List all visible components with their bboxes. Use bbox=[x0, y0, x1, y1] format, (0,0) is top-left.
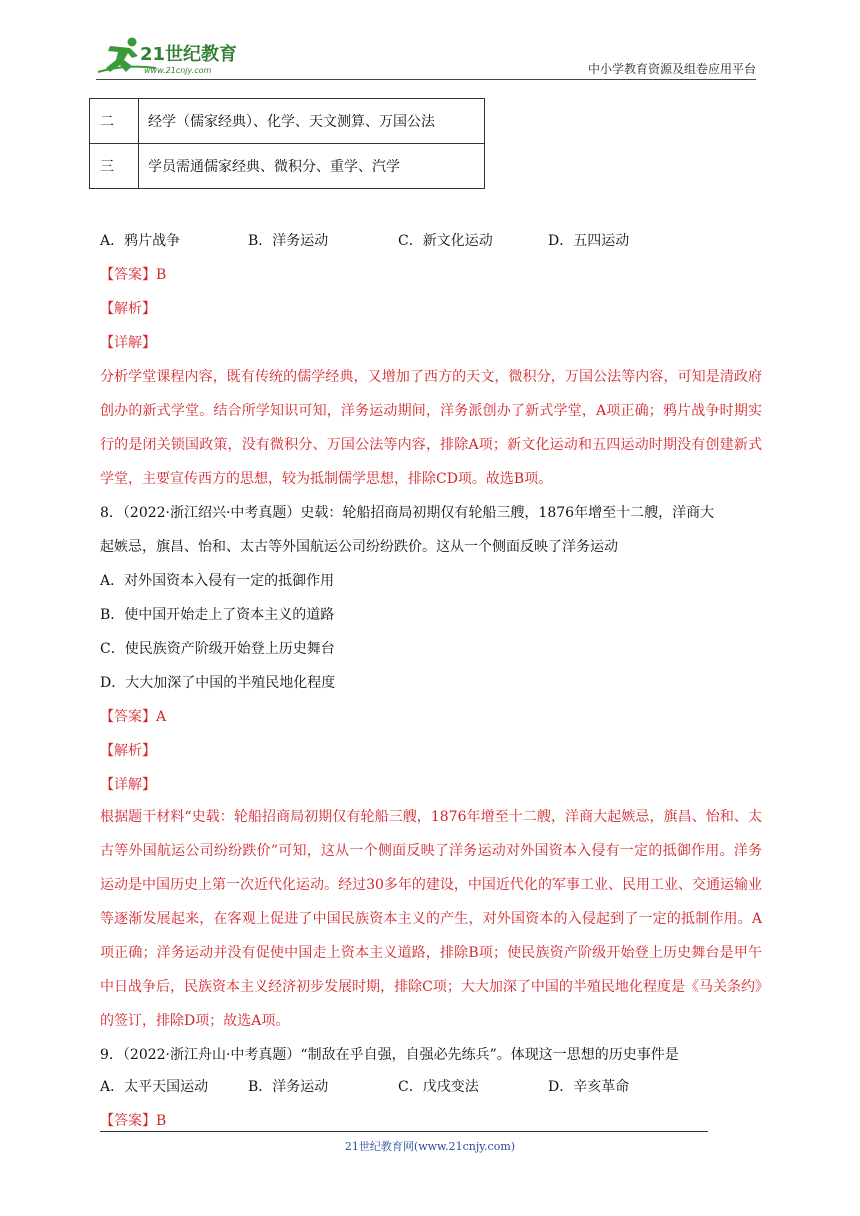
q9-option-d: D．辛亥革命 bbox=[548, 1079, 630, 1095]
q8-analysis-label: 【解析】 bbox=[100, 743, 156, 759]
q7-analysis-label: 【解析】 bbox=[100, 301, 156, 317]
table-cell-num: 二 bbox=[90, 99, 139, 144]
q7-detail-label: 【详解】 bbox=[100, 335, 156, 351]
footer-link[interactable]: 21世纪教育网(www.21cnjy.com) bbox=[344, 1140, 516, 1153]
table-row bbox=[90, 99, 485, 144]
table-cell-text: 经学（儒家经典）、化学、天文测算、万国公法 bbox=[139, 99, 485, 144]
q8-option-c: C．使民族资产阶级开始登上历史舞台 bbox=[100, 641, 335, 657]
q8-option-d: D．大大加深了中国的半殖民地化程度 bbox=[100, 675, 336, 691]
q9-option-c: C．戊戌变法 bbox=[398, 1079, 479, 1095]
runner-logo-icon bbox=[96, 36, 266, 78]
q9-stem: 9．（2022·浙江舟山·中考真题）“制敌在乎自强，自强必先练兵”。体现这一思想的历史事件是 bbox=[100, 1047, 679, 1063]
q8-option-a: A．对外国资本入侵有一定的抵御作用 bbox=[100, 573, 335, 589]
q7-answer: 【答案】B bbox=[100, 267, 167, 283]
q9-option-a: A．太平天国运动 bbox=[100, 1079, 209, 1095]
site-logo[interactable] bbox=[96, 36, 266, 78]
q7-option-b: B．洋务运动 bbox=[248, 233, 329, 249]
q7-detail-text: 分析学堂课程内容，既有传统的儒学经典，又增加了西方的天文，微积分，万国公法等内容，可知是清政府创办的新式学堂。结合所学知识可知，洋务运动期间，洋务派创办了新式学堂，A项正确；鸦片战争时期实行的是闭关锁国政策，没有微积分、万国公法等内容，排除A项；新文化运动和五四运动时期没有创建新式学堂，主要宣传西方的思想，较为抵制儒学思想，排除CD项。故选B项。 bbox=[100, 369, 762, 487]
header-tagline: 中小学教育资源及组卷应用平台 bbox=[587, 62, 756, 76]
header-divider bbox=[96, 79, 756, 80]
table-cell-text: 学员需通儒家经典、微积分、重学、汽学 bbox=[139, 144, 485, 189]
q7-option-d: D．五四运动 bbox=[548, 233, 630, 249]
q8-stem-line1: 8．（2022·浙江绍兴·中考真题）史载：轮船招商局初期仅有轮船三艘，1876年增至十二艘，洋商大 bbox=[100, 505, 715, 521]
logo-text: 21世纪教育 bbox=[140, 44, 238, 65]
q8-detail-label: 【详解】 bbox=[100, 777, 156, 793]
table-cell-num: 三 bbox=[90, 144, 139, 189]
logo-url-text: www.21cnjy.com bbox=[144, 66, 212, 75]
q8-answer: 【答案】A bbox=[100, 709, 167, 725]
q9-answer: 【答案】B bbox=[100, 1113, 167, 1129]
q9-option-b: B．洋务运动 bbox=[248, 1079, 329, 1095]
table-row bbox=[90, 144, 485, 189]
q8-stem-line2: 起嫉忌，旗昌、怡和、太古等外国航运公司纷纷跌价。这从一个侧面反映了洋务运动 bbox=[100, 539, 618, 555]
q7-option-c: C．新文化运动 bbox=[398, 233, 493, 249]
footer-divider bbox=[100, 1131, 708, 1132]
curriculum-table bbox=[89, 98, 485, 189]
q7-option-a: A．鸦片战争 bbox=[100, 233, 181, 249]
q8-detail-text: 根据题干材料“史载：轮船招商局初期仅有轮船三艘，1876年增至十二艘，洋商大起嫉忌，旗昌、怡和、太古等外国航运公司纷纷跌价”可知，这从一个侧面反映了洋务运动对外国资本入侵有一定的抵御作用。洋务运动是中国历史上第一次近代化运动。经过30多年的建设，中国近代化的军事工业、民用工业、交通运输业等逐渐发展起来，在客观上促进了中国民族资本主义的产生，对外国资本的入侵起到了一定的抵制作用。A项正确；洋务运动并没有促使中国走上资本主义道路，排除B项；使民族资产阶级开始登上历史舞台是甲午中日战争后，民族资本主义经济初步发展时期，排除C项；大大加深了中国的半殖民地化程度是《马关条约》的签订，排除D项；故选A项。 bbox=[100, 809, 762, 1029]
q8-option-b: B．使中国开始走上了资本主义的道路 bbox=[100, 607, 335, 623]
